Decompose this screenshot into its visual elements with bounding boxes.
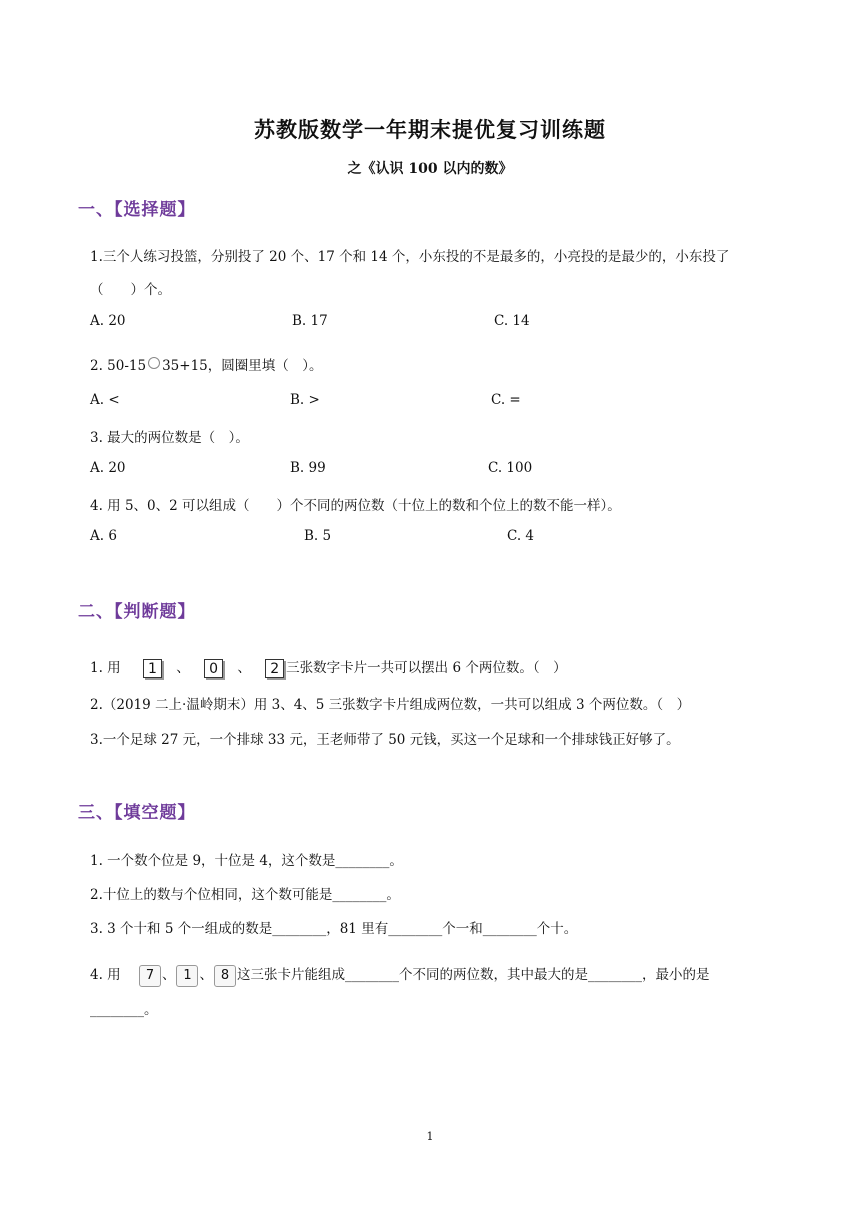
fill-q4 — [90, 963, 709, 987]
choice-q2-prefix: 2. 50-15 — [90, 358, 147, 374]
choice-q2-option-b: B. > — [290, 392, 320, 408]
section-heading-choice: 一、【选择题】 — [78, 200, 196, 220]
judge-q3: 3.一个足球 27 元，一个排球 33 元，王老师带了 50 元钱，买这一个足球和一个排球钱正好够了。 — [90, 732, 680, 748]
number-card-2: 2 — [265, 659, 284, 678]
card-separator: 、 — [161, 967, 176, 983]
fill-q3: 3. 3 个十和 5 个一组成的数是________，81 里有________个一和________个十。 — [90, 921, 578, 937]
choice-q4-option-a: A. 6 — [90, 528, 117, 544]
choice-q3-option-a: A. 20 — [90, 460, 126, 476]
choice-q3-option-b: B. 99 — [290, 460, 326, 476]
judge-q1-prefix: 1. 用 — [90, 660, 121, 676]
number-card-8: 8 — [214, 965, 236, 987]
choice-q1-option-a: A. 20 — [90, 313, 126, 329]
choice-q4: 4. 用 5、0、2 可以组成（ ）个不同的两位数（十位上的数和个位上的数不能一样）。 — [90, 498, 621, 514]
number-card-0: 0 — [204, 659, 223, 678]
choice-q1-line1: 1.三个人练习投篮，分别投了 20 个、17 个和 14 个，小东投的不是最多的，小亮投的是最少的，小东投了 — [90, 249, 730, 265]
choice-q2-option-a: A. < — [90, 392, 120, 408]
choice-q4-option-b: B. 5 — [304, 528, 332, 544]
number-card-7: 7 — [139, 965, 161, 987]
judge-q2: 2.（2019 二上·温岭期末）用 3、4、5 三张数字卡片组成两位数，一共可以组成 3 个两位数。（ ） — [90, 697, 691, 713]
judge-q1-suffix: 三张数字卡片一共可以摆出 6 个两位数。（ ） — [286, 660, 567, 676]
fill-q4-line2: ________。 — [90, 1002, 158, 1018]
fill-q4-suffix: 这三张卡片能组成________个不同的两位数，其中最大的是________，最小的是 — [236, 967, 710, 983]
number-card-1: 1 — [143, 659, 162, 678]
choice-q1-option-c: C. 14 — [494, 313, 530, 329]
page-number: 1 — [426, 1130, 434, 1143]
fill-q2: 2.十位上的数与个位相同，这个数可能是________。 — [90, 887, 400, 903]
choice-q2-option-c: C. = — [491, 392, 521, 408]
choice-q1-option-b: B. 17 — [292, 313, 328, 329]
judge-q1 — [90, 656, 567, 678]
choice-q3: 3. 最大的两位数是（ ）。 — [90, 430, 249, 446]
choice-q4-option-c: C. 4 — [507, 528, 535, 544]
section-heading-fill: 三、【填空题】 — [78, 803, 196, 823]
choice-q2 — [90, 354, 323, 374]
card-separator: 、 — [176, 660, 190, 676]
choice-q1-line2: （ ）个。 — [90, 282, 171, 298]
card-separator: 、 — [199, 967, 213, 983]
document-subtitle: 之《认识 100 以内的数》 — [347, 161, 513, 177]
blank-circle-icon — [148, 357, 160, 369]
section-heading-judge: 二、【判断题】 — [78, 602, 196, 622]
card-separator: 、 — [237, 660, 251, 676]
document-title: 苏教版数学一年期末提优复习训练题 — [254, 117, 606, 142]
choice-q2-suffix: 35+15，圆圈里填（ ）。 — [162, 358, 323, 374]
number-card-1: 1 — [176, 965, 198, 987]
choice-q3-option-c: C. 100 — [488, 460, 533, 476]
fill-q1: 1. 一个数个位是 9，十位是 4，这个数是________。 — [90, 853, 403, 869]
fill-q4-prefix: 4. 用 — [90, 967, 121, 983]
